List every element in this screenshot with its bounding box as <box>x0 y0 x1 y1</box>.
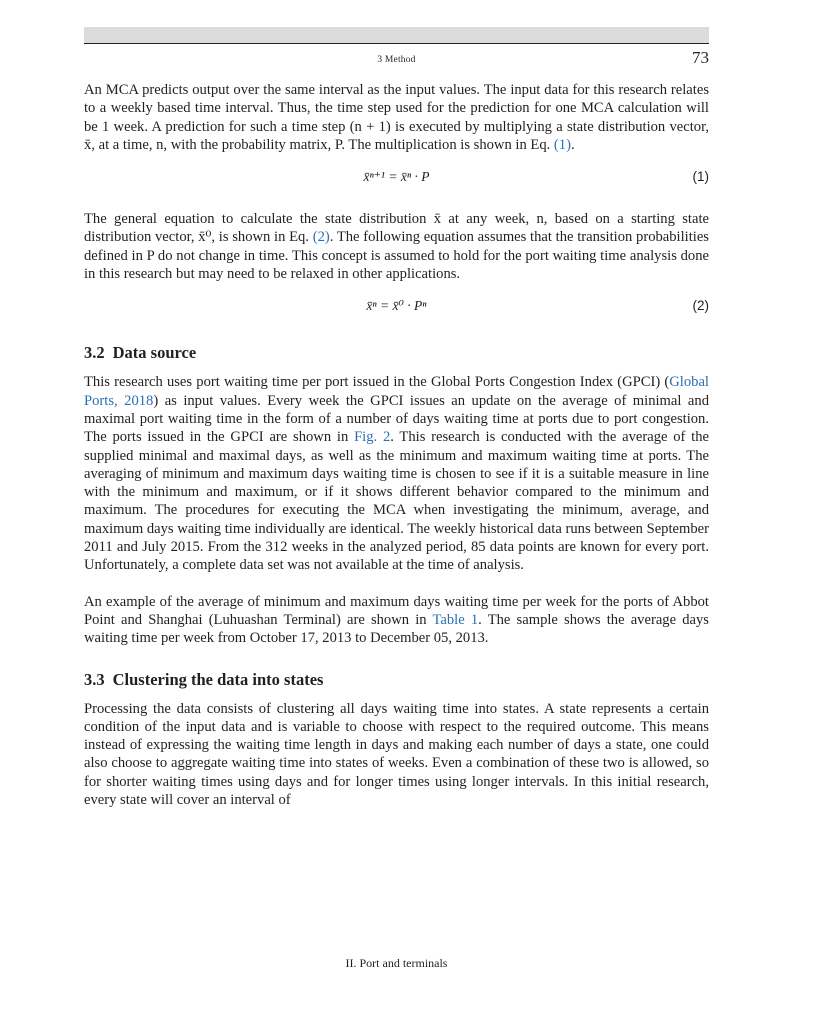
section-title: Data source <box>112 343 197 363</box>
page-number: 73 <box>692 48 709 67</box>
page-footer: II. Port and terminals <box>345 956 448 970</box>
paragraph-text: The general equation to calculate the state distribution x̄ at any week, n, based on a starting state distribution vector, x̄⁰, is shown in Eq. <box>84 211 709 246</box>
citation-global-ports-link[interactable]: Global Ports, 2018 <box>84 374 709 409</box>
equation-2-formula: x̄ⁿ = x̄⁰ · Pⁿ <box>366 298 427 314</box>
header-bar <box>84 27 709 44</box>
section-heading-clustering <box>84 670 709 690</box>
equation-2-number: (2) <box>692 298 709 314</box>
equation-1-formula: x̄ⁿ⁺¹ = x̄ⁿ · P <box>363 169 430 185</box>
paragraph-text: ) as input values. Every week the GPCI issues an update on the average of minimal and maximal port waiting time in the form of a number of days waiting time at ports due to port congestion. The ports issued in the GPCI are shown in <box>84 392 710 446</box>
paragraph-text: An example of the average of minimum and maximum days waiting time per week for the ports of Abbot Point and Shanghai (Luhuashan Terminal) are shown in <box>84 593 709 628</box>
section-number: 3.3 <box>84 669 105 689</box>
equation-2-link[interactable]: (2) <box>312 229 330 246</box>
table-1-link[interactable]: Table 1 <box>432 611 479 628</box>
equation-2 <box>84 293 709 325</box>
paragraph-text: . This research is conducted with the average of the supplied minimal and maximal days, as well as the minimum and maximum waiting time at ports. The averaging of minimum and maximum days waiting time is chosen to see if it is a suitable measure in line with the minimum and maximum, or if it shows different behavior compared to the minimum and maximum. The procedures for executing the MCA when investigating the minimum, average, and maximum days waiting time individually are identical. The weekly historical data runs between September 2011 and July 2015. From the 312 weeks in the analyzed period, 85 data points are known for every port. Unfortunately, a complete data set was not available at the time of analysis. <box>84 429 710 574</box>
equation-1-number: (1) <box>692 169 709 185</box>
paragraph-state-distribution <box>84 210 709 283</box>
running-head <box>84 50 709 72</box>
paragraph-mca-prediction <box>84 81 709 154</box>
paragraph-text: . <box>570 136 575 153</box>
section-number: 3.2 <box>84 343 105 363</box>
section-heading-data-source <box>84 343 709 363</box>
running-title: 3 Method <box>377 55 416 65</box>
paragraph-text: An MCA predicts output over the same interval as the input values. The input data for this research relates to a weekly based time interval. Thus, the time step used for the prediction for one MCA calculation will be 1 week. A prediction for such a time step (n + 1) is executed by multiplying a state distribution vector, x̄, at a time, n, with the probability matrix, P. The multiplication is shown in Eq. <box>84 82 709 153</box>
paragraph-text: This research uses port waiting time per port issued in the Global Ports Congestion Index (GPCI) ( <box>84 374 670 391</box>
equation-1 <box>84 164 709 196</box>
paragraph-text: . The following equation assumes that the transition probabilities defined in P do not change in time. This concept is assumed to hold for the port waiting time analysis done in this research but may need to be relaxed in other applications. <box>84 229 709 283</box>
figure-2-link[interactable]: Fig. 2 <box>354 429 391 446</box>
paragraph-text: . The sample shows the average days waiting time per week from October 17, 2013 to December 05, 2013. <box>84 611 709 647</box>
paragraph-data-source <box>84 373 709 574</box>
paragraph-example-table <box>84 593 709 648</box>
section-title: Clustering the data into states <box>112 669 324 689</box>
paragraph-clustering: Processing the data consists of clustering all days waiting time into states. A state represents a certain condition of the input data and is variable to choose with respect to the required outcome. This means instead of expressing the waiting time length in days and making each number of days a state, one could also choose to aggregate waiting time into states of weeks. Even a combination of these two is allowed, so for shorter waiting times using days and for longer times using longer intervals. In this initial research, every state will cover an interval of <box>84 700 709 809</box>
equation-1-link[interactable]: (1) <box>553 136 571 153</box>
page-body <box>84 81 709 809</box>
